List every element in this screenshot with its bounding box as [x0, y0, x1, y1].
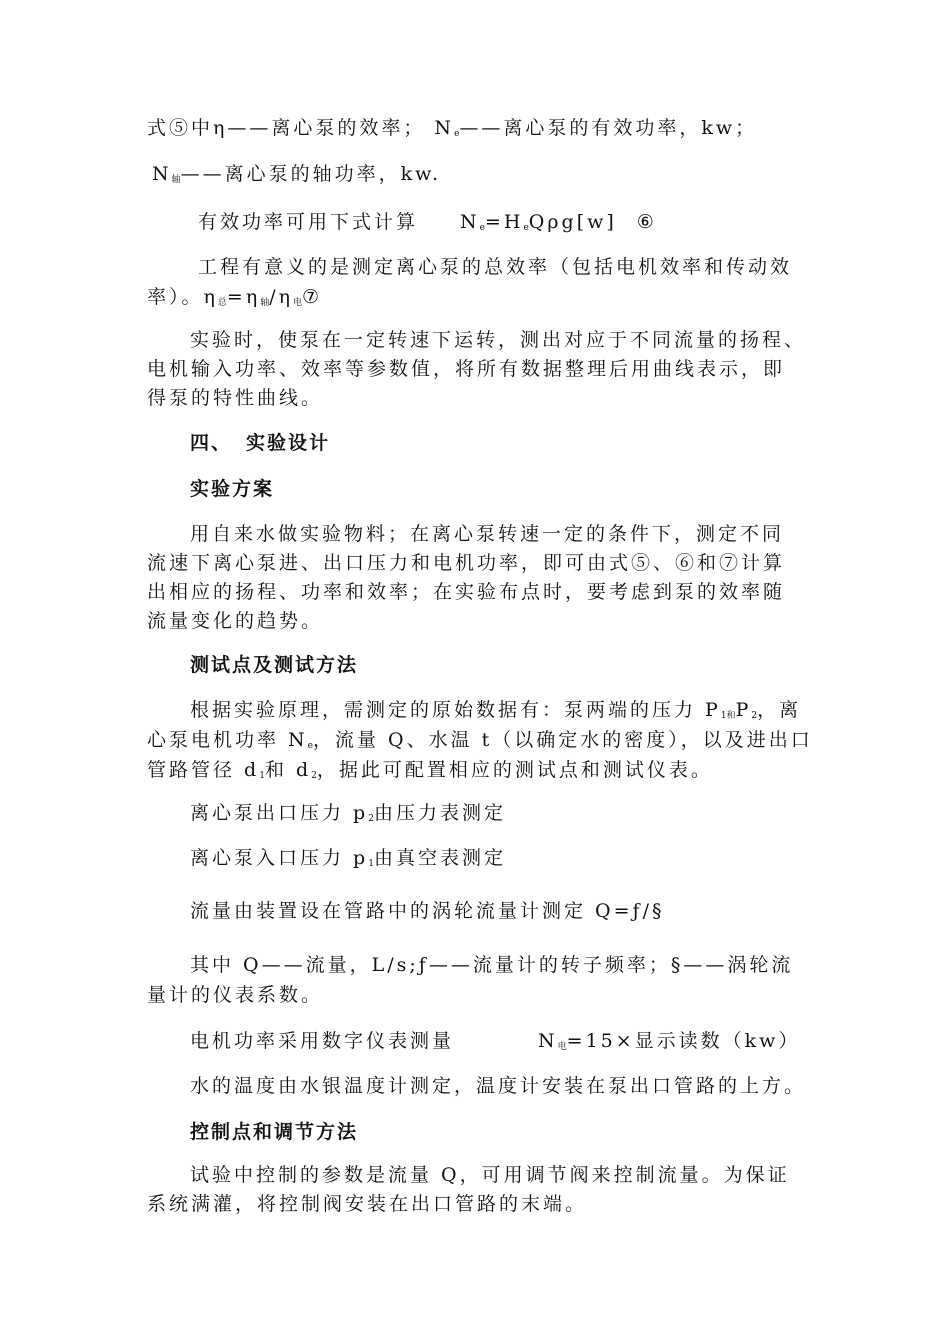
- text-line: 率）。$\eta_总=\eta_轴/\eta_电⑦$: [147, 286, 323, 308]
- text-line: 电机功率采用数字仪表测量 $N_电=15\times$显示读数（kw）: [190, 1030, 801, 1052]
- text-line: 电机输入功率、效率等参数值，将所有数据整理后用曲线表示，即: [147, 358, 786, 380]
- subsection-heading: 实验方案: [190, 478, 275, 500]
- text-line: $N_轴——$离心泵的轴功率，kw.: [152, 163, 442, 185]
- formula: $N_电=15\times$显示读数（kw）: [538, 1030, 801, 1052]
- text-line: 根据实验原理，需测定的原始数据有：泵两端的压力 $P_{1和}P_2$，离: [190, 699, 802, 721]
- text-line: 出相应的扬程、功率和效率；在实验布点时，要考虑到泵的效率随: [147, 581, 786, 603]
- text-line: 管路管径 $d_1$和 $d_2$，据此可配置相应的测试点和测试仪表。: [147, 759, 713, 781]
- text-line: 离心泵出口压力 $p_2$由压力表测定: [190, 802, 506, 824]
- subsection-heading: 测试点及测试方法: [190, 654, 359, 676]
- text-line: 系统满灌，将控制阀安装在出口管路的末端。: [147, 1193, 588, 1215]
- section-heading: 四、 实验设计: [190, 432, 331, 454]
- subsection-heading: 控制点和调节方法: [190, 1121, 359, 1143]
- text-line: 其中 Q——流量，L/s;ƒ——流量计的转子频率；§——涡轮流: [190, 954, 794, 976]
- text-line: 工程有意义的是测定离心泵的总效率（包括电机效率和传动效: [198, 256, 793, 278]
- text-line: 离心泵入口压力 $p_1$由真空表测定: [190, 847, 506, 869]
- text-line: 流量变化的趋势。: [147, 610, 324, 632]
- formula-line: 有效功率可用下式计算 $N_e=H_eQ\rho g[w]$ ⑥: [198, 211, 657, 233]
- formula: $N_e=H_eQ\rho g[w]$: [460, 211, 617, 233]
- text-line: 心泵电机功率 $N_e$，流量 Q、水温 t（以确定水的密度），以及进出口: [147, 729, 813, 751]
- text-line: 得泵的特性曲线。: [147, 387, 324, 409]
- text-line: 用自来水做实验物料；在离心泵转速一定的条件下，测定不同: [190, 523, 785, 545]
- text-line: 量计的仪表系数。: [147, 984, 324, 1006]
- text-line: 流量由装置设在管路中的涡轮流量计测定 Q=ƒ/§: [190, 900, 665, 922]
- text-line: 试验中控制的参数是流量 Q，可用调节阀来控制流量。为保证: [190, 1164, 790, 1186]
- equation-number: ⑥: [636, 211, 657, 233]
- text-line: 流速下离心泵进、出口压力和电机功率，即可由式⑤、⑥和⑦计算: [147, 552, 786, 574]
- text-line: 式⑤中η——离心泵的效率； $N_e——$离心泵的有效功率，kw；: [147, 117, 758, 139]
- text-line: 水的温度由水银温度计测定，温度计安装在泵出口管路的上方。: [190, 1075, 807, 1097]
- text-line: 实验时，使泵在一定转速下运转，测出对应于不同流量的扬程、: [190, 329, 807, 351]
